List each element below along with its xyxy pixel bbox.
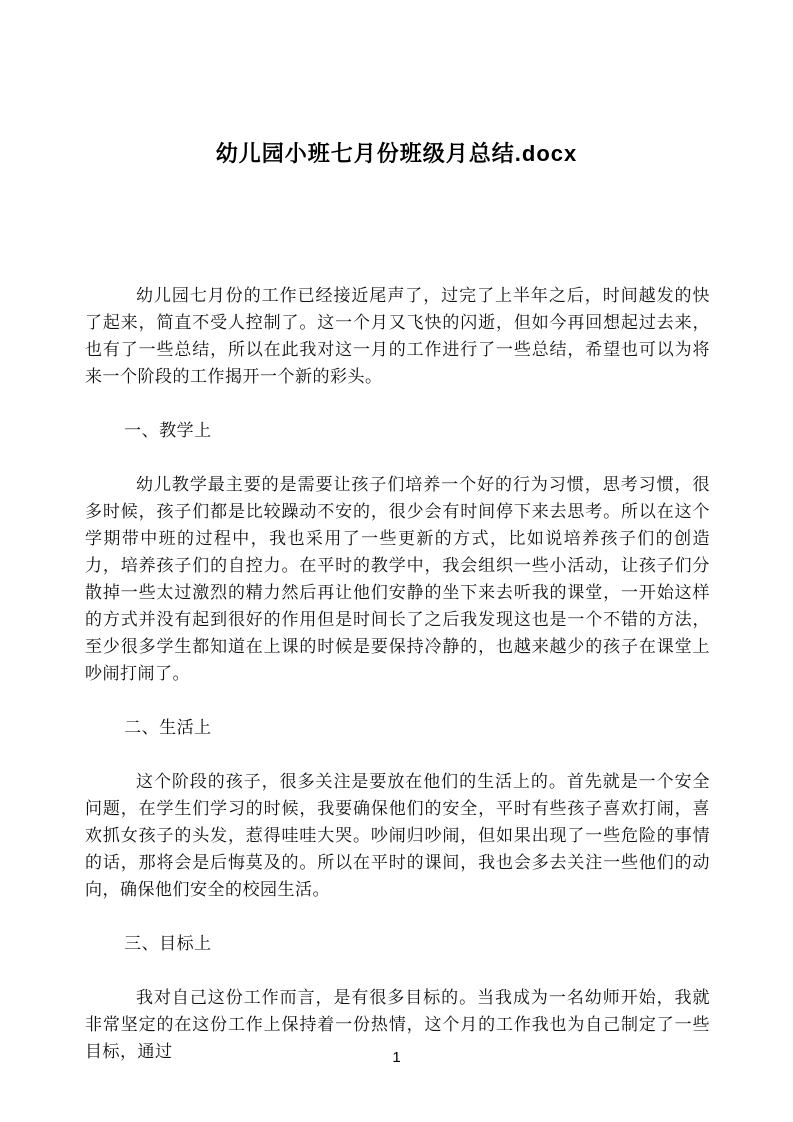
document-body [0,282,793,1065]
body-paragraph: 我对自己这份工作而言，是有很多目标的。当我成为一名幼师开始，我就非常坚定的在这份工作上保持着一份热情，这个月的工作我也为自己制定了一些目标，通过 [85,988,710,1061]
document-title: 幼儿园小班七月份班级月总结.docx [215,141,578,166]
section-heading: 三、目标上 [124,934,212,953]
body-paragraph: 幼儿教学最主要的是需要让孩子们培养一个好的行为习惯，思考习惯，很多时候，孩子们都是比较躁动不安的，很少会有时间停下来去思考。所以在这个学期带中班的过程中，我也采用了一些更新的方式，比如说培养孩子们的创造力，培养孩子们的自控力。在平时的教学中，我会组织一些小活动，让孩子们分散掉一些太过激烈的精力然后再让他们安静的坐下来去听我的课堂，一开始这样的方式并没有起到很好的作用但是时间长了之后我发现这也是一个不错的方法，至少很多学生都知道在上课的时候是要保持冷静的，也越来越少的孩子在课堂上吵闹打闹了。 [85,475,710,683]
section-heading: 二、生活上 [124,718,212,737]
section-heading: 一、教学上 [124,421,212,440]
page-number: 1 [392,1049,401,1066]
body-paragraph: 幼儿园七月份的工作已经接近尾声了，过完了上半年之后，时间越发的快了起来，简直不受人控制了。这一个月又飞快的闪逝，但如今再回想起过去来，也有了一些总结，所以在此我对这一月的工作进行了一些总结，希望也可以为将来一个阶段的工作揭开一个新的彩头。 [85,286,710,386]
body-paragraph: 这个阶段的孩子，很多关注是要放在他们的生活上的。首先就是一个安全问题，在学生们学习的时候，我要确保他们的安全，平时有些孩子喜欢打闹，喜欢抓女孩子的头发，惹得哇哇大哭。吵闹归吵闹，但如果出现了一些危险的事情的话，那将会是后悔莫及的。所以在平时的课间，我也会多去关注一些他们的动向，确保他们安全的校园生活。 [85,772,710,899]
